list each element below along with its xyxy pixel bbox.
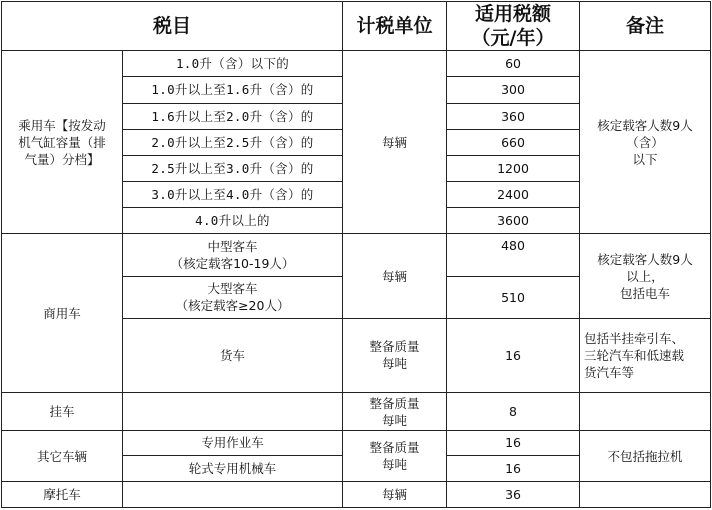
item-cell: 1.6升以上至2.0升（含）的 — [123, 103, 343, 129]
amount-cell: 16 — [447, 455, 580, 481]
remark-line: 货汽车等 — [584, 364, 635, 380]
remark-cell — [580, 51, 711, 234]
category-trailer: 挂车 — [2, 393, 123, 431]
header-amount — [447, 2, 580, 51]
item-line: 中型客车 — [207, 238, 258, 254]
remark-line: 以下 — [632, 151, 658, 167]
header-remark: 备注 — [580, 2, 711, 51]
unit-cell: 每辆 — [343, 481, 447, 507]
remark-cell — [580, 481, 711, 507]
category-line: 气量）分档】 — [24, 151, 100, 167]
unit-cell: 每辆 — [343, 51, 447, 234]
item-line: （核定载客≥20人） — [175, 298, 290, 314]
item-cell: 4.0升以上的 — [123, 208, 343, 234]
item-cell: 2.0升以上至2.5升（含）的 — [123, 129, 343, 155]
remark-cell — [580, 393, 711, 431]
unit-line: 每吨 — [382, 356, 408, 372]
amount-cell: 360 — [447, 103, 580, 129]
amount-cell: 660 — [447, 129, 580, 155]
remark-cell — [580, 234, 711, 319]
header-item: 税目 — [2, 2, 343, 51]
unit-line: 整备质量 — [369, 440, 420, 456]
table-row — [2, 431, 711, 455]
category-commercial: 商用车 — [2, 234, 123, 393]
amount-cell: 510 — [447, 276, 580, 318]
table-row — [2, 234, 711, 276]
item-line: （核定载客10-19人） — [170, 255, 295, 271]
item-line: 大型客车 — [207, 281, 258, 297]
unit-cell: 每辆 — [343, 234, 447, 319]
header-amount-line2: （元/年） — [471, 27, 555, 50]
amount-cell: 8 — [447, 393, 580, 431]
remark-line: 核定载客人数9人 — [597, 251, 693, 267]
remark-line: 包括半挂牵引车、 — [584, 330, 685, 346]
amount-cell: 480 — [447, 234, 580, 276]
remark-line: （含） — [626, 134, 664, 150]
unit-line: 每吨 — [382, 457, 408, 473]
item-cell-large-bus — [123, 276, 343, 318]
category-other-vehicles: 其它车辆 — [2, 431, 123, 481]
remark-line: 包括电车 — [620, 285, 671, 301]
category-motorcycle: 摩托车 — [2, 481, 123, 507]
header-amount-line1: 适用税额 — [475, 3, 552, 26]
item-cell: 2.5升以上至3.0升（含）的 — [123, 155, 343, 181]
remark-cell: 不包括拖拉机 — [580, 431, 711, 481]
item-cell: 专用作业车 — [123, 431, 343, 455]
item-cell: 1.0升以上至1.6升（含）的 — [123, 77, 343, 103]
amount-cell: 2400 — [447, 181, 580, 207]
unit-cell — [343, 318, 447, 392]
item-cell — [123, 481, 343, 507]
remark-cell — [580, 318, 711, 392]
amount-cell: 300 — [447, 77, 580, 103]
item-cell: 轮式专用机械车 — [123, 455, 343, 481]
amount-cell: 16 — [447, 431, 580, 455]
amount-cell: 1200 — [447, 155, 580, 181]
amount-cell: 36 — [447, 481, 580, 507]
item-cell-medium-bus — [123, 234, 343, 276]
unit-line: 每吨 — [382, 412, 408, 428]
amount-cell: 3600 — [447, 208, 580, 234]
item-cell: 1.0升（含）以下的 — [123, 51, 343, 77]
remark-line: 核定载客人数9人 — [597, 117, 693, 133]
header-row — [2, 2, 711, 51]
header-unit: 计税单位 — [343, 2, 447, 51]
table-row — [2, 51, 711, 77]
vehicle-tax-table — [1, 1, 711, 508]
table-row — [2, 481, 711, 507]
amount-cell: 60 — [447, 51, 580, 77]
unit-cell — [343, 393, 447, 431]
item-cell — [123, 393, 343, 431]
category-line: 乘用车【按发动 — [18, 117, 106, 133]
amount-cell: 16 — [447, 318, 580, 392]
table-row — [2, 393, 711, 431]
category-line: 机气缸容量（排 — [18, 134, 106, 150]
unit-cell — [343, 431, 447, 481]
unit-line: 整备质量 — [369, 395, 420, 411]
remark-line: 以上， — [626, 268, 664, 284]
remark-line: 三轮汽车和低速载 — [584, 347, 685, 363]
unit-line: 整备质量 — [369, 339, 420, 355]
category-passenger-car — [2, 51, 123, 234]
item-cell: 3.0升以上至4.0升（含）的 — [123, 181, 343, 207]
item-cell-truck: 货车 — [123, 318, 343, 392]
